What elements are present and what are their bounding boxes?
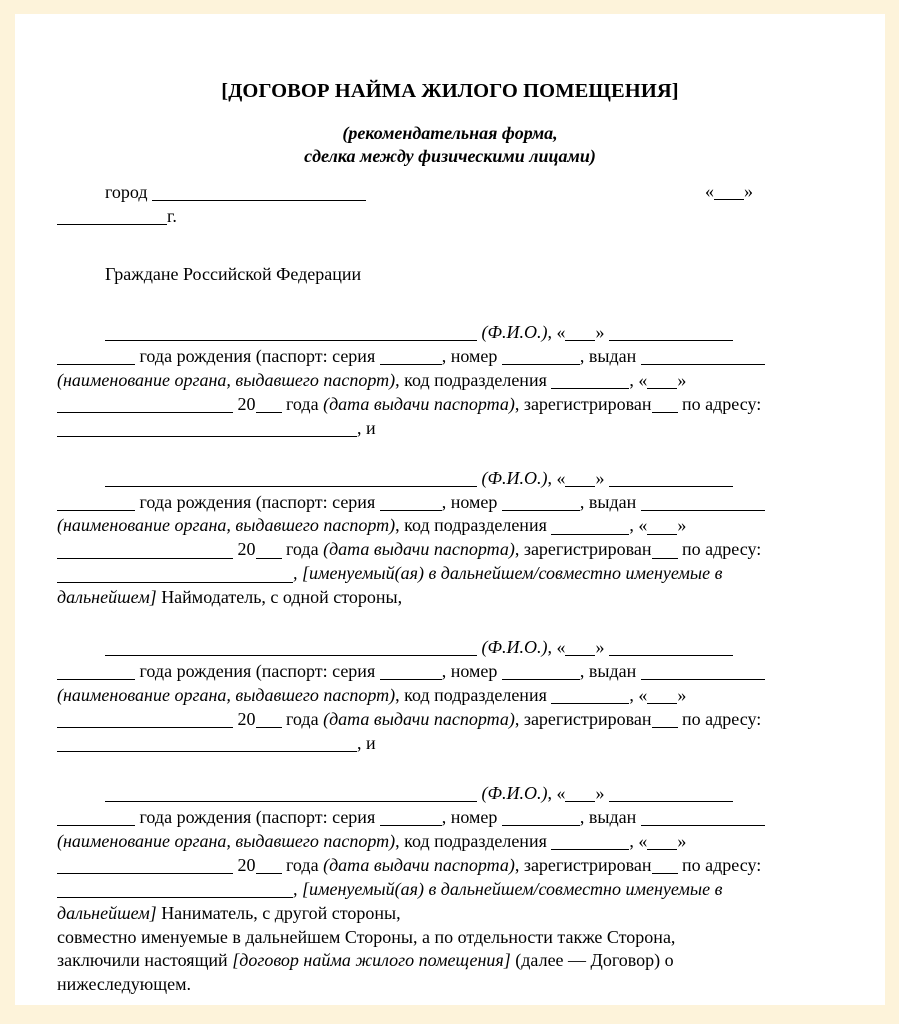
issuer-hint: (наименование органа, выдавшего паспорт)	[57, 369, 396, 390]
comma-sep: ,	[629, 685, 634, 706]
issuer-hint-line	[57, 684, 863, 708]
quote-open: «	[638, 685, 648, 706]
issued-label: , выдан	[579, 345, 637, 366]
dept-code-label: , код подразделения	[395, 685, 547, 706]
quote-close: »	[595, 782, 605, 803]
document-page	[15, 14, 885, 1005]
party-block-landlord-2	[15, 467, 885, 611]
quote-close: »	[595, 467, 605, 488]
comma-sep: ,	[547, 467, 552, 488]
birth-year-blank[interactable]	[57, 809, 135, 827]
address-clause-line	[57, 878, 863, 902]
month-year-line	[57, 205, 863, 229]
address-blank[interactable]	[57, 880, 293, 898]
dept-code-blank[interactable]	[551, 371, 629, 389]
birth-passport-line	[57, 660, 863, 684]
issuer-hint-line	[57, 369, 863, 393]
comma-sep: ,	[629, 515, 634, 536]
passport-number-label: , номер	[441, 806, 498, 827]
issue-date-hint: (дата выдачи паспорта)	[323, 709, 515, 730]
issuer-blank[interactable]	[641, 493, 765, 511]
citizens-label: Граждане Российской Федерации	[105, 263, 362, 284]
address-blank[interactable]	[57, 565, 293, 583]
quote-open: «	[556, 467, 566, 488]
designation-clause-part2: дальнейшем]	[57, 587, 157, 608]
comma-sep: ,	[547, 637, 552, 658]
birth-year-blank[interactable]	[57, 348, 135, 366]
designation-clause-part1: , [именуемый(ая) в дальнейшем/совместно именуемые в	[293, 563, 723, 584]
quote-close: »	[677, 369, 687, 390]
issue-day-blank[interactable]	[647, 687, 677, 705]
spacer	[15, 610, 885, 636]
address-label: по адресу:	[682, 393, 762, 414]
birth-day-group	[556, 322, 604, 342]
registered-suffix-blank[interactable]	[652, 856, 678, 874]
quote-open: «	[556, 321, 566, 342]
place-and-date-section	[15, 169, 885, 229]
day-blank[interactable]	[714, 183, 744, 201]
issue-date-hint: (дата выдачи паспорта)	[323, 393, 515, 414]
birth-year-label: года рождения (паспорт: серия	[139, 345, 376, 366]
birth-day-blank[interactable]	[565, 785, 595, 803]
birth-day-blank[interactable]	[565, 639, 595, 657]
issue-year-blank[interactable]	[256, 856, 282, 874]
year-word: года	[286, 709, 319, 730]
quote-close: »	[595, 321, 605, 342]
issue-month-blank[interactable]	[57, 541, 233, 559]
closing-line-3: нижеследующем.	[57, 974, 191, 995]
birth-day-blank[interactable]	[565, 469, 595, 487]
quote-open: «	[705, 181, 714, 202]
issue-day-group	[638, 370, 686, 390]
address-line	[57, 732, 863, 756]
date-day-group	[705, 181, 753, 202]
issuer-hint-line	[57, 830, 863, 854]
year-word: года	[286, 393, 319, 414]
fio-blank[interactable]	[105, 785, 477, 803]
birth-month-blank[interactable]	[609, 785, 733, 803]
registered-suffix-blank[interactable]	[652, 711, 678, 729]
passport-number-label: , номер	[441, 661, 498, 682]
party-block-tenant-2	[15, 782, 885, 926]
passport-number-blank[interactable]	[502, 663, 580, 681]
registered-label: , зарегистрирован	[514, 709, 652, 730]
designation-line	[57, 902, 863, 926]
address-label: по адресу:	[682, 539, 762, 560]
quote-close: »	[744, 181, 753, 202]
year-prefix: 20	[237, 393, 256, 414]
page-title: [ДОГОВОР НАЙМА ЖИЛОГО ПОМЕЩЕНИЯ]	[221, 80, 679, 102]
document-body	[15, 14, 885, 997]
fio-blank[interactable]	[105, 324, 477, 342]
year-prefix: 20	[237, 539, 256, 560]
birth-month-blank[interactable]	[609, 324, 733, 342]
quote-close: »	[595, 637, 605, 658]
closing-line-1: совместно именуемые в дальнейшем Стороны, а по отдельности также Сторона,	[57, 926, 676, 947]
month-blank[interactable]	[57, 208, 167, 226]
comma-sep: ,	[629, 369, 634, 390]
address-label: по адресу:	[682, 709, 762, 730]
registered-label: , зарегистрирован	[514, 393, 652, 414]
passport-series-blank[interactable]	[380, 348, 442, 366]
spacer	[15, 441, 885, 467]
issue-day-group	[638, 831, 686, 851]
passport-number-blank[interactable]	[502, 809, 580, 827]
party-block-landlord-1	[15, 321, 885, 441]
birth-month-blank[interactable]	[609, 639, 733, 657]
issue-date-hint: (дата выдачи паспорта)	[323, 539, 515, 560]
subtitle-line-2: сделка между физическими лицами)	[304, 146, 596, 167]
issue-date-line	[57, 538, 863, 562]
birth-passport-line	[57, 806, 863, 830]
birth-month-blank[interactable]	[609, 469, 733, 487]
year-suffix: г.	[167, 206, 177, 227]
issuer-hint: (наименование органа, выдавшего паспорт)	[57, 515, 396, 536]
quote-open: «	[556, 782, 566, 803]
dept-code-label: , код подразделения	[395, 830, 547, 851]
comma-sep: ,	[547, 321, 552, 342]
birth-year-blank[interactable]	[57, 663, 135, 681]
fio-hint: (Ф.И.О.)	[481, 637, 548, 658]
party-role-text: Наймодатель, с одной стороны,	[156, 587, 403, 608]
quote-close: »	[677, 515, 687, 536]
and-connector: , и	[357, 732, 376, 753]
issuer-blank[interactable]	[641, 348, 765, 366]
year-prefix: 20	[237, 709, 256, 730]
designation-line	[57, 586, 863, 610]
fio-hint: (Ф.И.О.)	[481, 467, 548, 488]
registered-suffix-blank[interactable]	[652, 395, 678, 413]
designation-clause-part2: дальнейшем]	[57, 902, 157, 923]
quote-open: «	[638, 830, 648, 851]
closing-paragraph	[15, 926, 885, 998]
birth-passport-line	[57, 491, 863, 515]
address-line	[57, 417, 863, 441]
contract-reference: [договор найма жилого помещения]	[232, 950, 511, 971]
birth-day-group	[556, 783, 604, 803]
issue-month-blank[interactable]	[57, 395, 233, 413]
city-blank[interactable]	[152, 184, 366, 202]
year-prefix: 20	[237, 854, 256, 875]
address-blank[interactable]	[57, 735, 357, 753]
birth-year-label: года рождения (паспорт: серия	[139, 491, 376, 512]
issue-date-line	[57, 854, 863, 878]
quote-open: «	[638, 515, 648, 536]
issue-date-line	[57, 393, 863, 417]
closing-prefix: заключили настоящий	[57, 950, 233, 971]
birth-passport-line	[57, 345, 863, 369]
dept-code-blank[interactable]	[551, 687, 629, 705]
birth-day-blank[interactable]	[565, 324, 595, 342]
and-connector: , и	[357, 417, 376, 438]
spacer	[15, 229, 885, 263]
city-label: город	[105, 182, 148, 203]
dept-code-label: , код подразделения	[395, 515, 547, 536]
fio-hint: (Ф.И.О.)	[481, 321, 548, 342]
issued-label: , выдан	[579, 661, 637, 682]
party-block-tenant-1	[15, 636, 885, 756]
passport-series-blank[interactable]	[380, 493, 442, 511]
issue-month-blank[interactable]	[57, 711, 233, 729]
fio-hint: (Ф.И.О.)	[481, 782, 548, 803]
subtitle-line-1: (рекомендательная форма,	[342, 122, 558, 143]
issuer-hint: (наименование органа, выдавшего паспорт)	[57, 685, 396, 706]
citizens-section	[15, 263, 885, 287]
issuer-blank[interactable]	[641, 809, 765, 827]
fio-line	[57, 636, 863, 660]
closing-line-2	[57, 949, 863, 973]
issue-day-blank[interactable]	[647, 371, 677, 389]
dept-code-blank[interactable]	[551, 517, 629, 535]
fio-blank[interactable]	[105, 469, 477, 487]
closing-suffix: (далее — Договор) о	[510, 950, 674, 971]
birth-day-group	[556, 637, 604, 657]
passport-number-label: , номер	[441, 345, 498, 366]
issue-day-group	[638, 515, 686, 535]
issued-label: , выдан	[579, 806, 637, 827]
dept-code-blank[interactable]	[551, 832, 629, 850]
passport-series-blank[interactable]	[380, 809, 442, 827]
address-blank[interactable]	[57, 419, 357, 437]
fio-line	[57, 782, 863, 806]
year-word: года	[286, 854, 319, 875]
fio-line	[57, 467, 863, 491]
issue-year-blank[interactable]	[256, 541, 282, 559]
address-label: по адресу:	[682, 854, 762, 875]
passport-number-blank[interactable]	[502, 348, 580, 366]
registered-label: , зарегистрирован	[514, 854, 652, 875]
registered-label: , зарегистрирован	[514, 539, 652, 560]
issue-year-blank[interactable]	[256, 711, 282, 729]
issue-day-blank[interactable]	[647, 517, 677, 535]
birth-year-label: года рождения (паспорт: серия	[139, 661, 376, 682]
issue-day-blank[interactable]	[647, 832, 677, 850]
quote-close: »	[677, 685, 687, 706]
designation-clause-part1: , [именуемый(ая) в дальнейшем/совместно именуемые в	[293, 878, 723, 899]
address-clause-line	[57, 562, 863, 586]
birth-year-label: года рождения (паспорт: серия	[139, 806, 376, 827]
quote-open: «	[556, 637, 566, 658]
fio-line	[57, 321, 863, 345]
issuer-hint: (наименование органа, выдавшего паспорт)	[57, 830, 396, 851]
comma-sep: ,	[547, 782, 552, 803]
issue-month-blank[interactable]	[57, 856, 233, 874]
spacer	[15, 287, 885, 321]
party-role-text: Наниматель, с другой стороны,	[156, 902, 401, 923]
issuer-blank[interactable]	[641, 663, 765, 681]
birth-year-blank[interactable]	[57, 493, 135, 511]
registered-suffix-blank[interactable]	[652, 541, 678, 559]
comma-sep: ,	[629, 830, 634, 851]
issue-date-hint: (дата выдачи паспорта)	[323, 854, 515, 875]
issue-day-group	[638, 685, 686, 705]
passport-number-label: , номер	[441, 491, 498, 512]
issue-year-blank[interactable]	[256, 395, 282, 413]
fio-blank[interactable]	[105, 639, 477, 657]
passport-series-blank[interactable]	[380, 663, 442, 681]
quote-close: »	[677, 830, 687, 851]
issuer-hint-line	[57, 514, 863, 538]
passport-number-blank[interactable]	[502, 493, 580, 511]
quote-open: «	[638, 369, 648, 390]
birth-day-group	[556, 468, 604, 488]
spacer	[15, 756, 885, 782]
issue-date-line	[57, 708, 863, 732]
document-subtitle	[15, 104, 885, 170]
year-word: года	[286, 539, 319, 560]
dept-code-label: , код подразделения	[395, 369, 547, 390]
issued-label: , выдан	[579, 491, 637, 512]
